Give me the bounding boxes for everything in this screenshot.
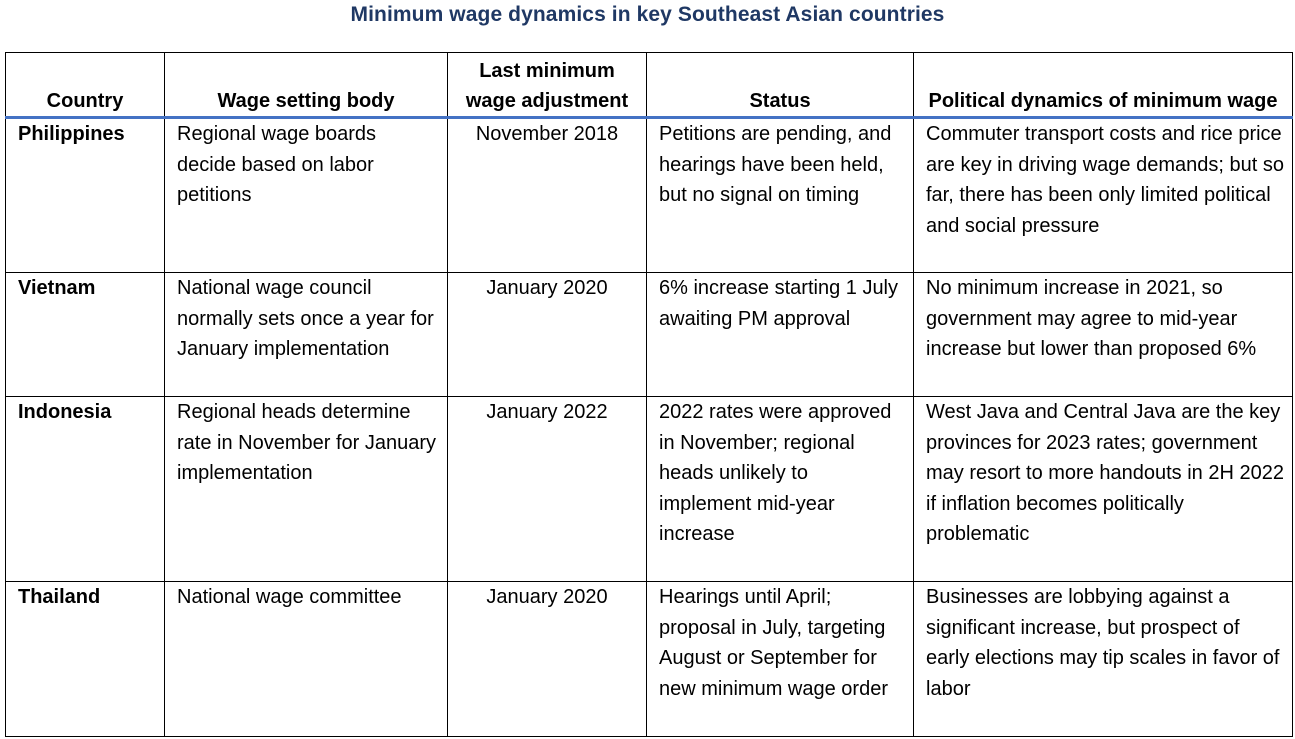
cell-last-adjustment: January 2022 xyxy=(448,397,647,582)
cell-political-dynamics: No minimum increase in 2021, so government may agree to mid-year increase but lower than proposed 6% xyxy=(914,273,1293,397)
table-row-indonesia xyxy=(6,397,1293,582)
cell-status: Petitions are pending, and hearings have been held, but no signal on timing xyxy=(647,118,914,273)
table-row-thailand xyxy=(6,582,1293,737)
table-row-philippines xyxy=(6,118,1293,273)
cell-political-dynamics: Businesses are lobbying against a significant increase, but prospect of early elections may tip scales in favor of labor xyxy=(914,582,1293,737)
cell-political-dynamics: West Java and Central Java are the key provinces for 2023 rates; government may resort to more handouts in 2H 2022 if inflation becomes politically problematic xyxy=(914,397,1293,582)
cell-wage-setting-body: Regional wage boards decide based on labor petitions xyxy=(165,118,448,273)
page-title: Minimum wage dynamics in key Southeast Asian countries xyxy=(350,3,945,26)
cell-status: Hearings until April; proposal in July, targeting August or September for new minimum wage order xyxy=(647,582,914,737)
cell-status: 6% increase starting 1 July awaiting PM approval xyxy=(647,273,914,397)
cell-last-adjustment: November 2018 xyxy=(448,118,647,273)
cell-status: 2022 rates were approved in November; regional heads unlikely to implement mid-year increase xyxy=(647,397,914,582)
cell-political-dynamics: Commuter transport costs and rice price are key in driving wage demands; but so far, there has been only limited political and social pressure xyxy=(914,118,1293,273)
cell-wage-setting-body: National wage council normally sets once a year for January implementation xyxy=(165,273,448,397)
header-country: Country xyxy=(6,53,165,118)
cell-country: Thailand xyxy=(6,582,165,737)
wage-table xyxy=(5,52,1293,737)
cell-wage-setting-body: Regional heads determine rate in November for January implementation xyxy=(165,397,448,582)
cell-last-adjustment: January 2020 xyxy=(448,582,647,737)
cell-country: Indonesia xyxy=(6,397,165,582)
cell-last-adjustment: January 2020 xyxy=(448,273,647,397)
header-wage-setting-body: Wage setting body xyxy=(165,53,448,118)
header-political-dynamics: Political dynamics of minimum wage xyxy=(914,53,1293,118)
cell-country: Philippines xyxy=(6,118,165,273)
header-row xyxy=(6,53,1293,118)
cell-country: Vietnam xyxy=(6,273,165,397)
table-row-vietnam xyxy=(6,273,1293,397)
cell-wage-setting-body: National wage committee xyxy=(165,582,448,737)
header-last-adjustment: Last minimum wage adjustment xyxy=(448,53,647,118)
header-status: Status xyxy=(647,53,914,118)
